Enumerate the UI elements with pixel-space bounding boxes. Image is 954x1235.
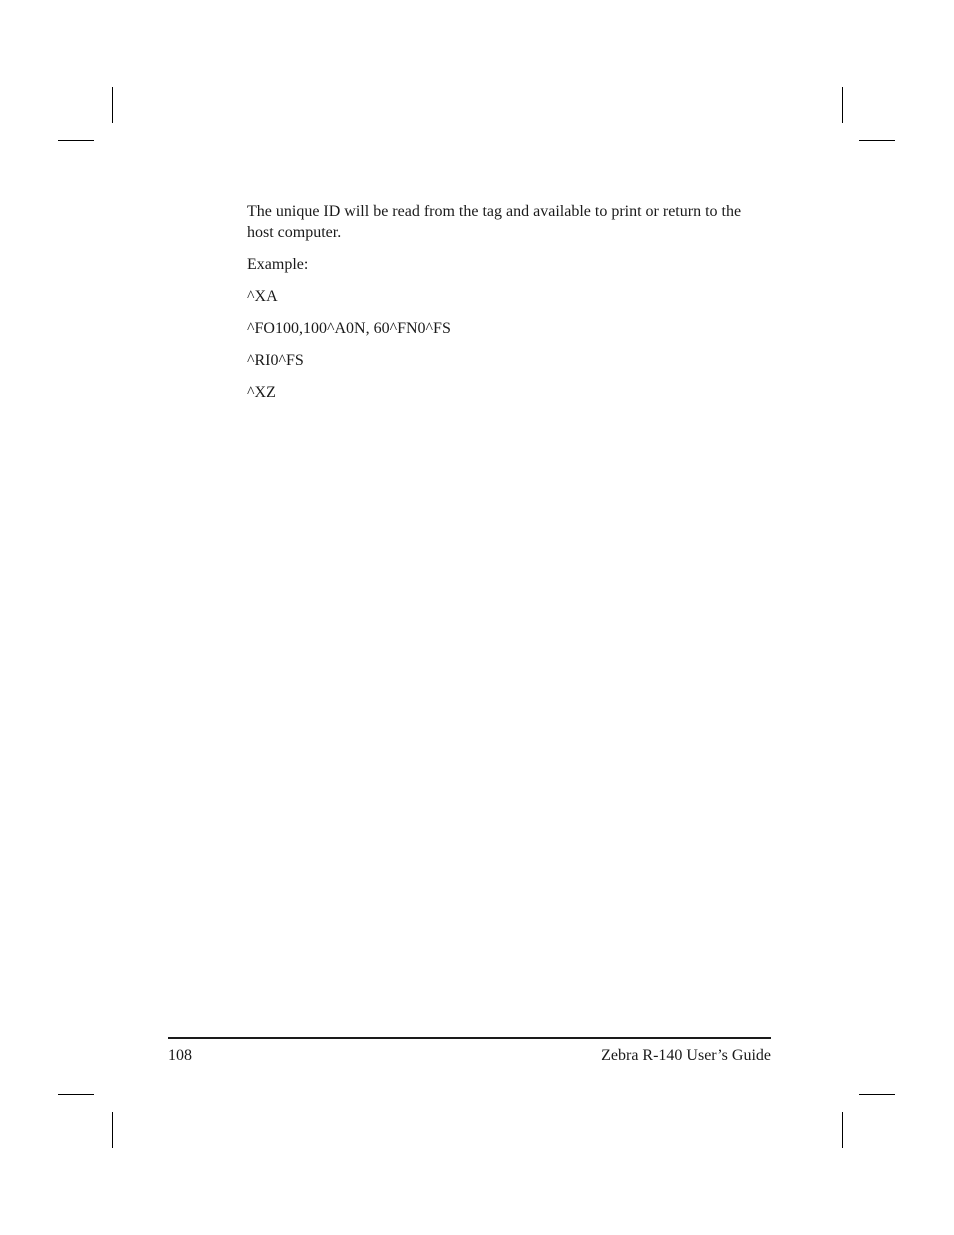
crop-mark-bottom-right-vertical xyxy=(842,1112,843,1148)
crop-mark-top-left-horizontal xyxy=(58,140,94,141)
example-label: Example: xyxy=(247,256,309,273)
crop-mark-bottom-right-horizontal xyxy=(859,1094,895,1095)
footer-rule xyxy=(168,1037,771,1039)
code-line: ^XA xyxy=(247,288,278,305)
page-number: 108 xyxy=(168,1047,192,1064)
crop-mark-bottom-left-vertical xyxy=(112,1112,113,1148)
crop-mark-top-right-horizontal xyxy=(859,140,895,141)
code-line: ^FO100,100^A0N, 60^FN0^FS xyxy=(247,320,451,337)
crop-mark-bottom-left-horizontal xyxy=(58,1094,94,1095)
code-line: ^RI0^FS xyxy=(247,352,304,369)
crop-mark-top-right-vertical xyxy=(842,87,843,123)
crop-mark-top-left-vertical xyxy=(112,87,113,123)
body-paragraph: The unique ID will be read from the tag and available to print or return to the host computer. xyxy=(247,203,742,241)
document-title: Zebra R-140 User’s Guide xyxy=(601,1047,771,1064)
code-line: ^XZ xyxy=(247,384,276,401)
